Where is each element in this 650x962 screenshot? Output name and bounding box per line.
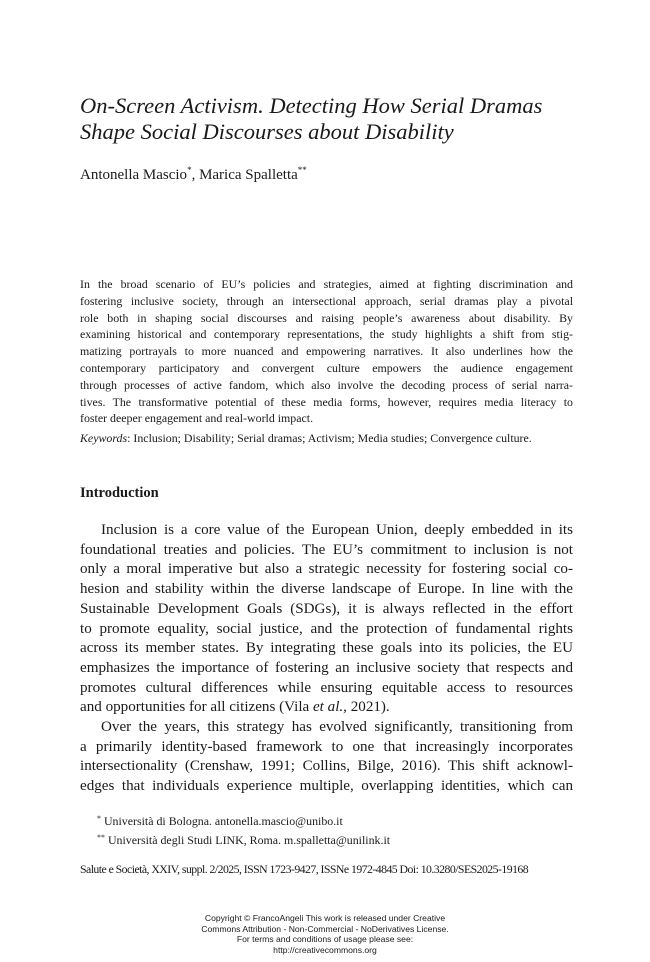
footnote bbox=[97, 830, 390, 849]
body-line bbox=[80, 698, 573, 718]
license-line: Commons Attribution - Non-Commercial - NoDerivatives License. bbox=[201, 923, 449, 934]
footnote-mark: * bbox=[97, 814, 101, 823]
author-footnote-mark[interactable]: ** bbox=[297, 165, 307, 175]
license-notice bbox=[175, 913, 475, 955]
abstract-line: fostering inclusive society, through an intersectional approach, serial dramas play a pivotal bbox=[80, 293, 573, 308]
body-line: intersectionality (Crenshaw, 1991; Collins, Bilge, 2016). This shift acknowl- bbox=[80, 758, 573, 775]
abstract-line: foster deeper engagement and real-world impact. bbox=[80, 411, 314, 426]
body-line: a primarily identity-based framework to one that increasingly incorporates bbox=[80, 738, 573, 755]
body-line: only a moral imperative but also a strategic necessity for fostering social co- bbox=[80, 561, 573, 578]
body-line: edges that individuals experience multiple, overlapping identities, which can bbox=[80, 778, 573, 795]
body-line: hesion and stability within the diverse landscape of Europe. In line with the bbox=[80, 581, 573, 598]
body-line-text: and opportunities for all citizens (Vila bbox=[80, 699, 313, 716]
footnote-text: Università di Bologna. antonella.mascio@unibo.it bbox=[101, 814, 343, 828]
abstract-line: examining historical and contemporary representations, the study highlights a shift from stig- bbox=[80, 327, 573, 342]
license-line: For terms and conditions of usage please see: bbox=[236, 934, 414, 945]
journal-citation: Salute e Società, XXIV, suppl. 2/2025, ISSN 1723-9427, ISSNe 1972-4845 Doi: 10.3280/SES2025-19168 bbox=[80, 862, 529, 876]
abstract-line: matizing portrayals to more nuanced and empowering narratives. It also underlines how the bbox=[80, 344, 573, 359]
body-line: promotes cultural differences while ensuring equitable access to resources bbox=[80, 679, 573, 696]
abstract-line: In the broad scenario of EU’s policies and strategies, aimed at fighting discrimination and bbox=[80, 277, 573, 291]
author-list bbox=[80, 165, 307, 184]
keywords bbox=[80, 431, 532, 446]
title-line: Shape Social Discourses about Disability bbox=[80, 119, 454, 144]
keywords-label: Keywords bbox=[80, 431, 128, 445]
abstract-line: through processes of active fandom, which also involve the decoding process of serial narra- bbox=[80, 377, 573, 392]
section-heading: Introduction bbox=[80, 485, 159, 501]
author-footnote-mark[interactable]: * bbox=[187, 165, 192, 175]
footnotes bbox=[97, 811, 390, 848]
author-name: Marica Spalletta bbox=[199, 167, 298, 183]
footnote bbox=[97, 811, 390, 830]
abstract-line: role both in shaping social discourses and raising people’s awareness about disability. By bbox=[80, 310, 573, 325]
license-line: Copyright © FrancoAngeli This work is released under Creative bbox=[204, 913, 446, 923]
author-name: Antonella Mascio bbox=[80, 167, 188, 183]
keywords-text: : Inclusion; Disability; Serial dramas; Activism; Media studies; Convergence culture. bbox=[127, 431, 532, 445]
author-separator: , bbox=[191, 167, 200, 183]
footnote-text: Università degli Studi LINK, Roma. m.spalletta@unilink.it bbox=[105, 832, 391, 847]
body-line: Over the years, this strategy has evolved significantly, transitioning from bbox=[101, 719, 573, 736]
citation-year: , 2021). bbox=[343, 699, 390, 716]
body-line: to promote equality, social justice, and the protection of fundamental rights bbox=[80, 620, 573, 637]
paper-title bbox=[80, 93, 580, 145]
body-line: Inclusion is a core value of the European Union, deeply embedded in its bbox=[101, 522, 573, 538]
abstract-line: tives. The transformative potential of these media forms, however, requires media literacy to bbox=[80, 394, 573, 409]
license-link[interactable]: http://creativecommons.org bbox=[273, 944, 377, 955]
body-line: emphasizes the importance of fostering an inclusive society that respects and bbox=[80, 659, 573, 676]
title-line: On-Screen Activism. Detecting How Serial Dramas bbox=[80, 93, 543, 118]
body-line: Sustainable Development Goals (SDGs), it is always reflected in the effort bbox=[80, 600, 573, 617]
footnote-mark: ** bbox=[97, 832, 105, 842]
citation-etal: et al. bbox=[312, 699, 344, 716]
body-text bbox=[80, 521, 573, 797]
body-line: foundational treaties and policies. The EU’s commitment to inclusion is not bbox=[80, 541, 573, 558]
abstract bbox=[80, 276, 573, 427]
abstract-line: contemporary participatory and convergent culture empowers the audience engagement bbox=[80, 360, 573, 375]
body-line: across its member states. By integrating these goals into its policies, the EU bbox=[80, 640, 573, 657]
